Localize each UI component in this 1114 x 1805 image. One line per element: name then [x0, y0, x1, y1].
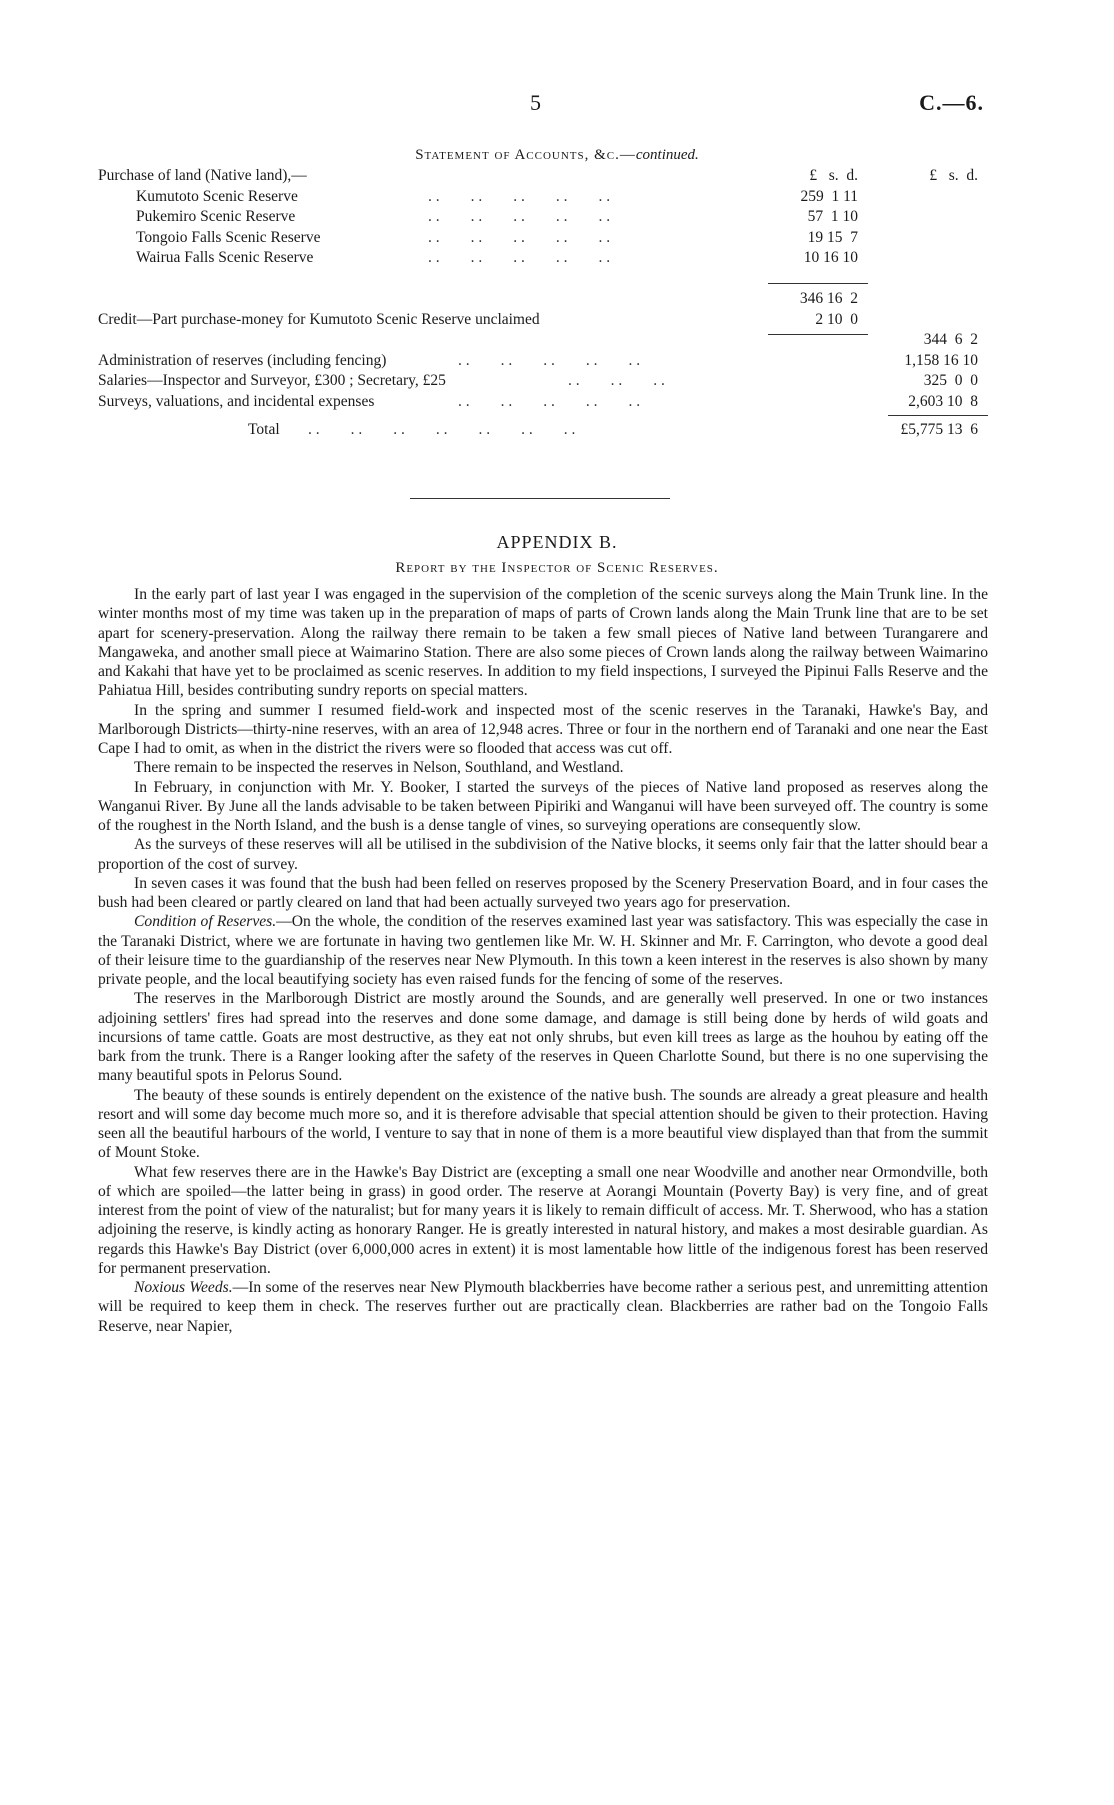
- statement-heading-continued: continued.: [635, 147, 699, 163]
- report-heading: Report by the Inspector of Scenic Reserves.: [395, 560, 719, 576]
- account-amount: 10 16 10: [803, 249, 858, 266]
- total-rule: [888, 415, 988, 416]
- purchase-row: [98, 166, 998, 187]
- paragraph: In February, in conjunction with Mr. Y. Booker, I started the surveys of the pieces of Native land proposed as reserves along the Wanganui River. By June all the lands advisable to be taken between Pipiriki and Wanganui will have been surveyed off. The country is some of the roughest in the North Island, and the bush is a dense tangle of vines, so surveying operations are consequently slow.: [98, 778, 988, 834]
- purchase-label: Purchase of land (Native land),—: [98, 167, 307, 184]
- spacer: [98, 412, 998, 420]
- paragraph: In the early part of last year I was engaged in the supervision of the completion of the scenic surveys along the Main Trunk line. In the winter months most of my time was taken up in the preparation of maps of parts of Crown lands along the Main Trunk line that are to be set apart for scenery-preservation. Along the railway there remain to be taken a few small pieces of Native land between Turangarere and Mangaweka, and another small piece at Waimarino Station. There are also some pieces of Crown lands along the railway between Waimarino and Kakahi that have yet to be proclaimed as scenic reserves. In addition to my field inspections, I surveyed the Pipinui Falls Reserve and the Pahiatua Hill, besides contributing sundry reports on special matters.: [98, 586, 988, 700]
- expense-label: Administration of reserves (including fencing): [98, 351, 387, 369]
- paragraph: In the spring and summer I resumed field-work and inspected most of the scenic reserves in the Taranaki, Hawke's Bay, and Marlborough Districts—thirty-nine reserves, with an area of 12,948 acres. Three or four in the northern end of Taranaki and one near the East Cape I had to omit, as when in the district the rivers were so flooded that access was cut off.: [98, 701, 988, 757]
- subtotal-rule: [768, 283, 868, 284]
- credit-label: Credit—Part purchase-money for Kumutoto Scenic Reserve unclaimed: [98, 310, 540, 328]
- account-amount: 259 1 11: [800, 187, 858, 205]
- dot-leaders: . . . . . .: [568, 372, 665, 389]
- account-row: [98, 228, 998, 249]
- section-divider: [410, 498, 670, 499]
- paragraph: As the surveys of these reserves will all be utilised in the subdivision of the Native blocks, it seems only fair that the latter should bear a proportion of the cost of survey.: [98, 836, 988, 873]
- account-label: Tongoio Falls Scenic Reserve: [136, 228, 321, 246]
- page-header: [0, 90, 1114, 120]
- paragraph: [98, 1278, 988, 1336]
- dot-leaders: . . . . . . . . . .: [428, 228, 611, 246]
- dot-leaders: . . . . . . . . . .: [428, 249, 611, 266]
- paragraph-text: —In some of the reserves near New Plymouth blackberries have become rather a serious pest, and unremitting attention will be required to keep them in check. The reserves further out are practically clean. Blackberries are rather bad on the Tongoio Falls Reserve, near Napier,: [98, 1279, 988, 1335]
- account-row: [98, 248, 998, 269]
- column-b-header: £ s. d.: [929, 167, 978, 184]
- paragraph-lead: Noxious Weeds.: [134, 1279, 233, 1296]
- statement-heading: [0, 147, 1114, 164]
- dot-leaders: . . . . . . . . . . . . . .: [308, 421, 576, 438]
- paragraph: The reserves in the Marlborough District are mostly around the Sounds, and are generally well preserved. In one or two instances adjoining settlers' fires had spread into the reserves and done some damage, and damage is still being done by herds of wild goats and incursions of tame cattle. Goats are most destructive, as they eat not only shrubs, but even kill trees as large as the houhou by eating off the bark from the trunk. There is a Ranger looking after the safety of the reserves in Queen Charlotte Sound, but there is no one supervising the many beautiful spots in Pelorus Sound.: [98, 990, 988, 1085]
- expense-row: [98, 371, 998, 392]
- expense-row: [98, 392, 998, 413]
- credit-row: [98, 310, 998, 331]
- account-label: Pukemiro Scenic Reserve: [136, 208, 296, 225]
- statement-of-accounts: [98, 166, 998, 441]
- subtotal-row: [98, 289, 998, 310]
- statement-heading-text: Statement of Accounts, &c.—: [415, 147, 636, 163]
- dot-leaders: . . . . . . . . . .: [458, 392, 641, 410]
- account-amount: 19 15 7: [807, 228, 858, 246]
- dot-leaders: . . . . . . . . . .: [428, 208, 611, 225]
- paragraph: The beauty of these sounds is entirely dependent on the existence of the native bush. The sounds are already a great pleasure and health resort and will some day become much more so, and it is therefore advisable that special attention should be given to their protection. Having seen all the beautiful harbours of the world, I venture to say that in none of them is a more beautiful view displayed than that from the summit of Mount Stoke.: [98, 1086, 988, 1162]
- credit-amount: 2 10 0: [815, 310, 858, 328]
- dot-leaders: . . . . . . . . . .: [458, 351, 641, 369]
- appendix-title: APPENDIX B.: [496, 532, 618, 552]
- paragraph: There remain to be inspected the reserves in Nelson, Southland, and Westland.: [134, 759, 624, 777]
- total-row: [98, 420, 998, 441]
- page-number: 5: [530, 90, 541, 115]
- expense-label: Surveys, valuations, and incidental expenses: [98, 392, 375, 410]
- total-label: Total: [248, 421, 280, 438]
- expense-label: Salaries—Inspector and Surveyor, £300 ; Secretary, £25: [98, 372, 446, 389]
- account-row: [98, 207, 998, 228]
- document-code: C.—6.: [919, 90, 984, 115]
- account-label: Wairua Falls Scenic Reserve: [136, 249, 314, 266]
- expense-amount: 2,603 10 8: [908, 392, 978, 410]
- paragraph-lead: Condition of Reserves.: [134, 913, 277, 931]
- total-amount: £5,775 13 6: [900, 421, 978, 438]
- column-a-header: £ s. d.: [809, 167, 858, 184]
- paragraph: In seven cases it was found that the bush had been felled on reserves proposed by the Scenery Preservation Board, and in four cases the bush had been cleared or partly cleared on land that had been actually surveyed two years ago for preservation.: [98, 874, 988, 911]
- account-amount: 57 1 10: [807, 208, 858, 225]
- paragraph: [98, 912, 988, 989]
- dot-leaders: . . . . . . . . . .: [428, 187, 611, 205]
- expense-amount: 1,158 16 10: [904, 351, 978, 369]
- credit-rule: [768, 334, 868, 335]
- paragraph-text: —On the whole, the condition of the reserves examined last year was satisfactory. This was especially the case in the Taranaki District, where we are fortunate in having two gentlemen like Mr. W. H. Skinner and Mr. F. Carrington, who devote a good deal of their leisure time to the guardianship of the reserves near New Plymouth. In this town a keen interest in the reserves is also shown by many private people, and the local beautifying society has even raised funds for the fencing of some of the reserves.: [98, 913, 989, 988]
- report-body: [98, 585, 988, 1336]
- subtotal-amount: 346 16 2: [799, 290, 858, 307]
- account-label: Kumutoto Scenic Reserve: [136, 187, 298, 205]
- expense-amount: 325 0 0: [923, 372, 978, 389]
- net-purchase-amount: 344 6 2: [923, 331, 978, 348]
- subtotal-rule-row: [98, 269, 998, 290]
- net-purchase-row: [98, 330, 998, 351]
- account-row: [98, 187, 998, 208]
- expense-row: [98, 351, 998, 372]
- paragraph: What few reserves there are in the Hawke's Bay District are (excepting a small one near Woodville and another near Ormondville, both of which are spoiled—the latter being in grass) in good order. The reserve at Aorangi Mountain (Poverty Bay) is very fine, and of great interest from the point of view of the naturalist; but for many years it is likely to remain difficult of access. Mr. T. Sherwood, who has a station adjoining the reserve, is kindly acting as honorary Ranger. He is greatly interested in natural history, and makes a most desirable guardian. As regards this Hawke's Bay District (over 6,000,000 acres in extent) it is most lamentable how little of the indigenous forest has been reserved for permanent preservation.: [98, 1163, 988, 1277]
